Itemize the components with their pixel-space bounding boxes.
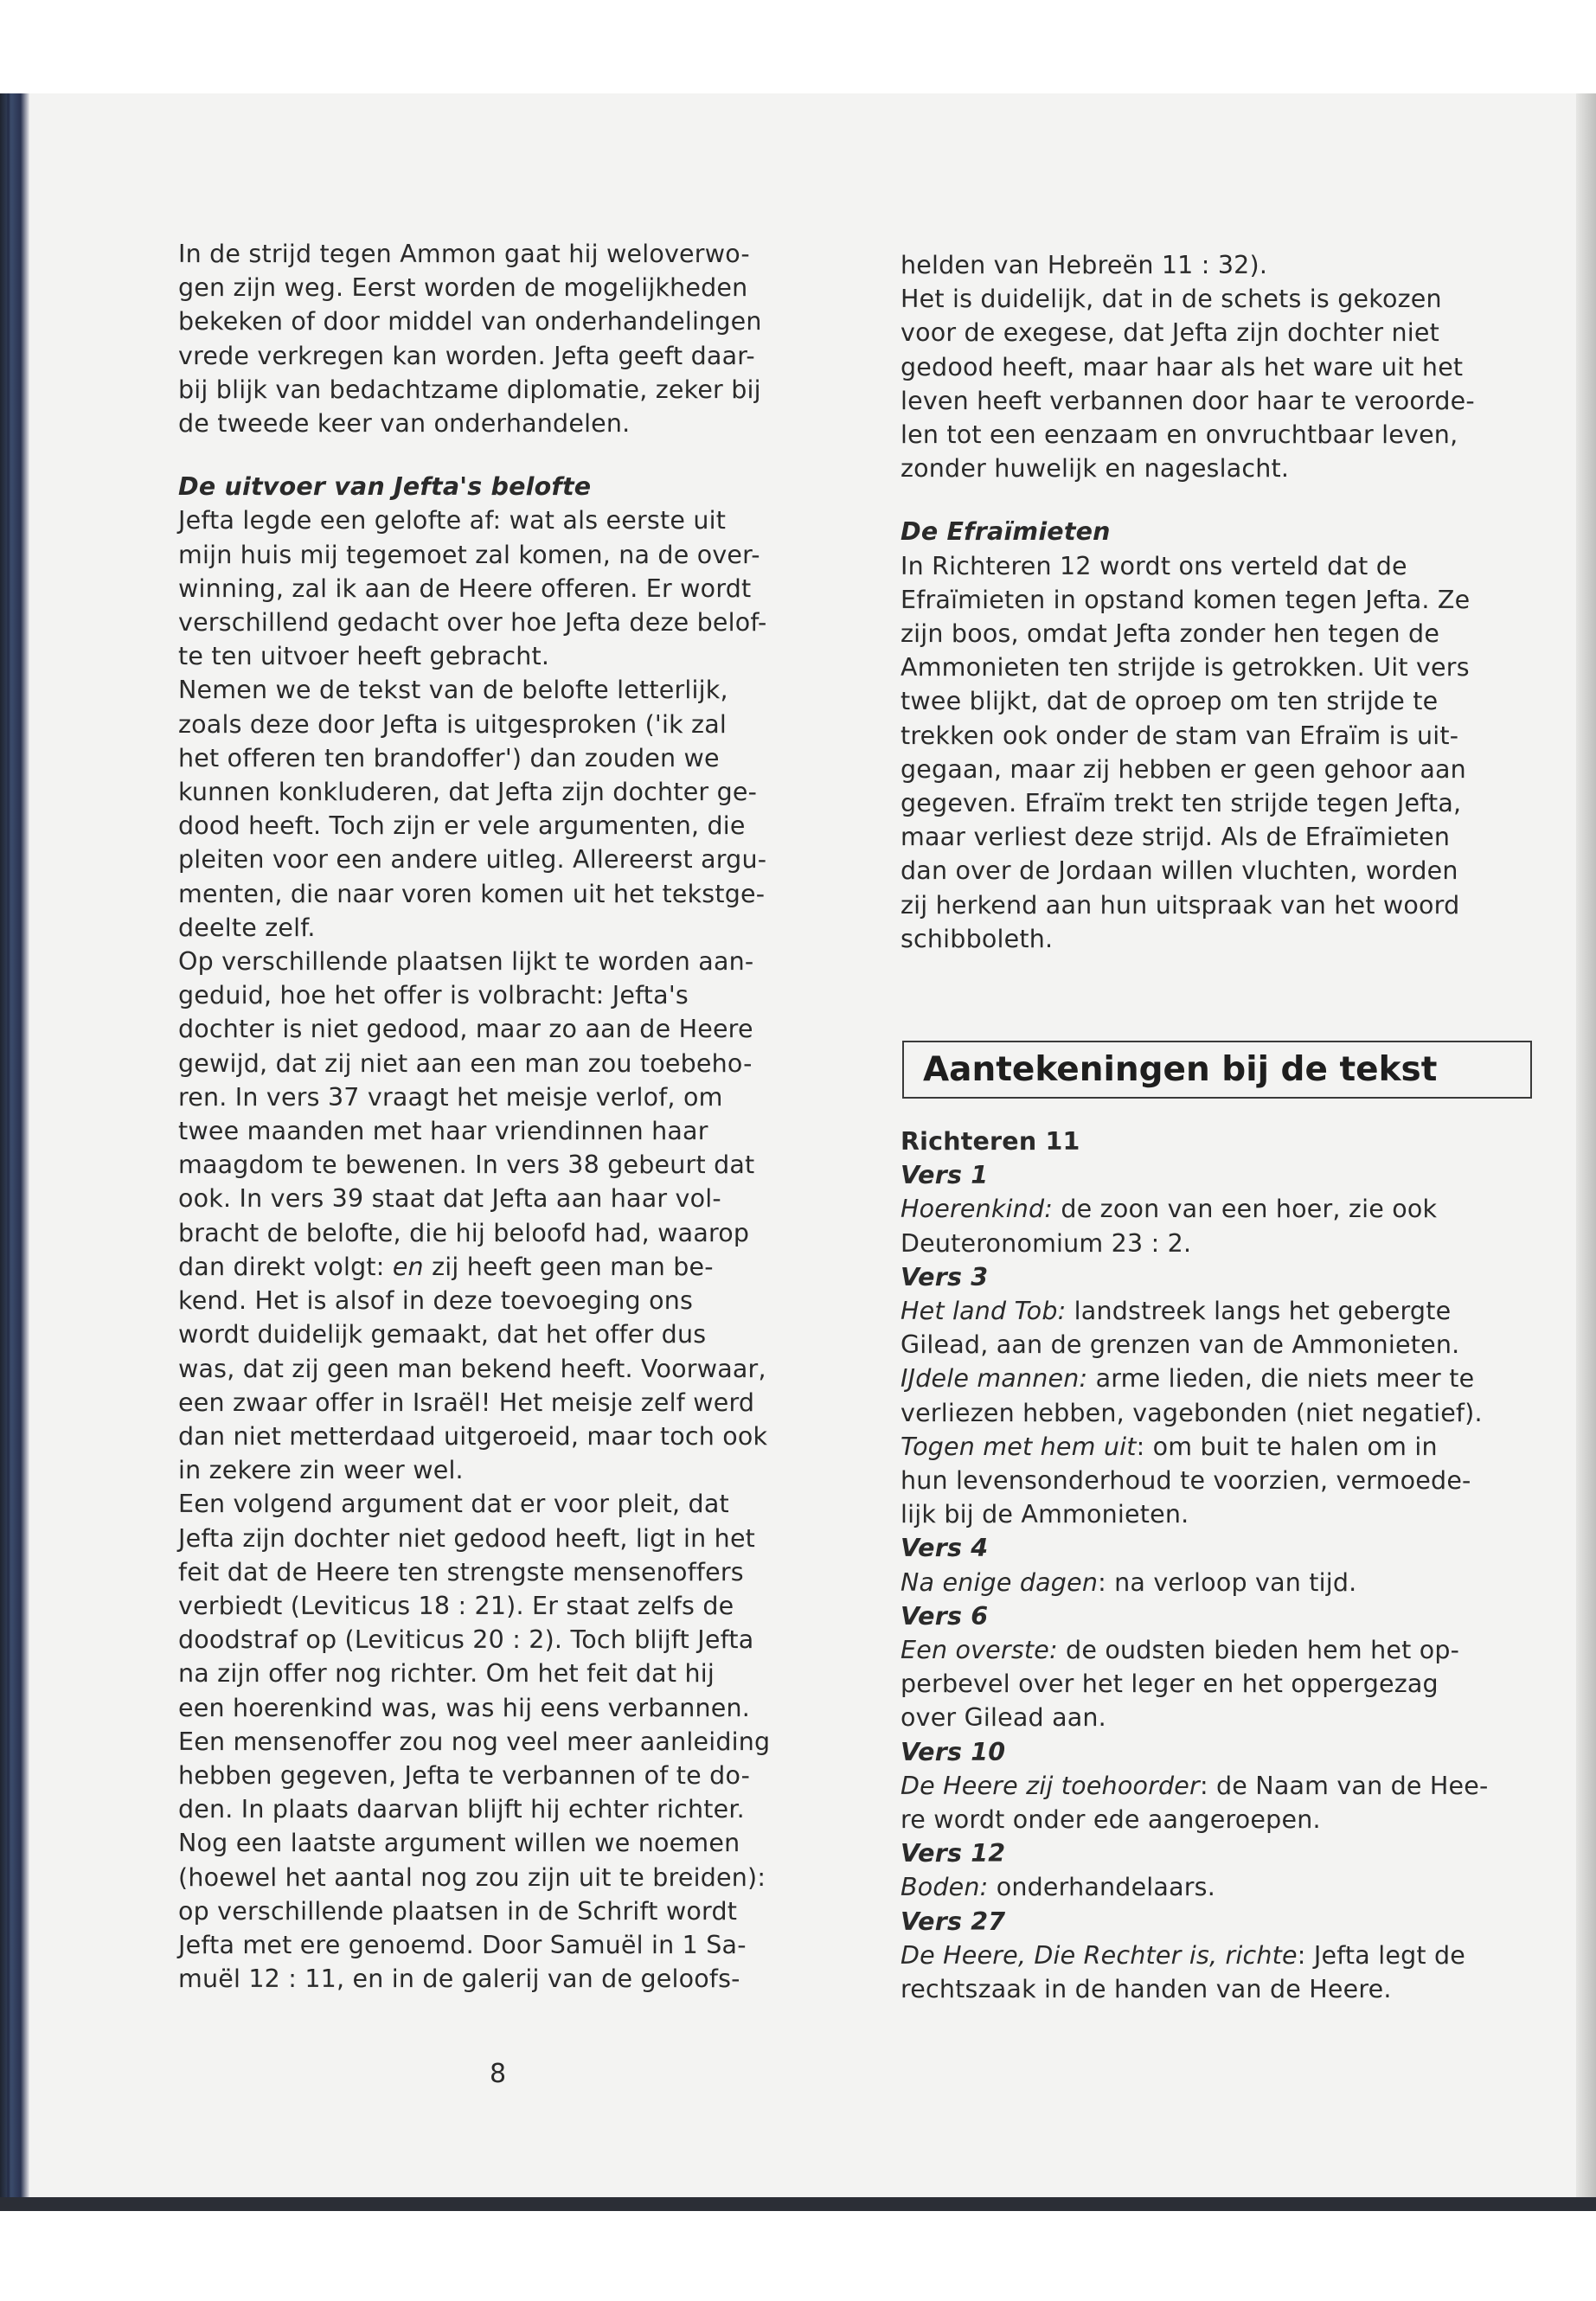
text-line: muël 12 : 11, en in de galerij van de geloofs-	[178, 1965, 740, 1994]
verse-label: Vers 4	[901, 1534, 989, 1563]
verse-label: Vers 12	[901, 1839, 1006, 1868]
text-line: Het is duidelijk, dat in de schets is gekozen	[901, 285, 1442, 314]
paragraph	[178, 237, 818, 440]
text-line: bekeken of door middel van onderhandelingen	[178, 307, 762, 336]
verse-label: Vers 3	[901, 1262, 989, 1292]
note-entry: Een overste: de oudsten bieden hem het op- perbevel over het leger en het oppergezag over Gilead aan.	[901, 1636, 1460, 1733]
text-line: Een mensenoffer zou nog veel meer aanleiding	[178, 1727, 771, 1756]
text-line: twee blijkt, dat de oproep om ten strijde te	[901, 687, 1439, 716]
text-line: Jefta zijn dochter niet gedood heeft, ligt in het	[178, 1523, 756, 1553]
text-line: Ammonieten ten strijde is getrokken. Uit vers	[901, 653, 1470, 683]
note-entry: Hoerenkind: de zoon van een hoer, zie ook Deuteronomium 23 : 2.	[901, 1195, 1438, 1258]
text-line: zonder huwelijk en nageslacht.	[901, 454, 1290, 484]
text-line: was, dat zij geen man bekend heeft. Voorwaar,	[178, 1354, 766, 1383]
note-entry: De Heere zij toehoorder: de Naam van de Hee- re wordt onder ede aangeroepen.	[901, 1771, 1489, 1835]
text-line: len tot een eenzaam en onvruchtbaar leven,	[901, 420, 1458, 450]
text-line: In de strijd tegen Ammon gaat hij weloverwo-	[178, 240, 750, 268]
verse-label: Vers 6	[901, 1601, 989, 1631]
text-line: voor de exegese, dat Jefta zijn dochter niet	[901, 318, 1439, 348]
text-line: kunnen konkluderen, dat Jefta zijn dochter ge-	[178, 778, 758, 807]
text-line: op verschillende plaatsen in de Schrift wordt	[178, 1896, 738, 1926]
book-spine	[0, 93, 29, 2211]
notes-list	[901, 1125, 1532, 2006]
text-line: na zijn offer nog richter. Om het feit dat hij	[178, 1659, 715, 1689]
text-line: kend. Het is alsof in deze toevoeging ons	[178, 1286, 694, 1316]
text-line: maagdom te bewenen. In vers 38 gebeurt dat	[178, 1150, 755, 1180]
text-line: Een volgend argument dat er voor pleit, dat	[178, 1490, 729, 1519]
note-entry: Na enige dagen: na verloop van tijd.	[901, 1567, 1357, 1597]
spine-edge	[7, 93, 10, 2211]
scan-bottom-margin	[0, 2211, 1596, 2301]
text-line: twee maanden met haar vriendinnen haar	[178, 1117, 708, 1146]
verse-label: Vers 1	[901, 1161, 989, 1190]
text-line: hebben gegeven, Jefta te verbannen of te do-	[178, 1760, 751, 1790]
text-line: menten, die naar voren komen uit het tekstge-	[178, 879, 766, 908]
section-heading-uitvoer: De uitvoer van Jefta's belofte	[178, 472, 592, 502]
notes-book: Richteren 11	[901, 1127, 1080, 1156]
text-line: geduid, hoe het offer is volbracht: Jefta's	[178, 981, 689, 1010]
text-line: zij herkend aan hun uitspraak van het woord	[901, 890, 1460, 920]
text-line: maar verliest deze strijd. Als de Efraïmieten	[901, 823, 1451, 852]
right-column	[901, 248, 1532, 956]
text-line: dan niet metterdaad uitgeroeid, maar toch ook	[178, 1421, 768, 1451]
text-line: Efraïmieten in opstand komen tegen Jefta. Ze	[901, 585, 1471, 614]
left-column	[178, 237, 818, 1996]
text-line: dochter is niet gedood, maar zo aan de Heere	[178, 1015, 753, 1044]
text-line: In Richteren 12 wordt ons verteld dat de	[901, 551, 1407, 580]
text-line: gegaan, maar zij hebben er geen gehoor aan	[901, 754, 1466, 784]
text-line: leven heeft verbannen door haar te veroorde-	[901, 386, 1475, 415]
text-line: zijn boos, omdat Jefta zonder hen tegen de	[901, 619, 1440, 649]
page-right-edge	[1576, 93, 1596, 2211]
text-line: den. In plaats daarvan blijft hij echter richter.	[178, 1795, 745, 1824]
text-line: mijn huis mij tegemoet zal komen, na de over-	[178, 540, 760, 569]
text-line: schibboleth.	[901, 924, 1054, 953]
text-line: Op verschillende plaatsen lijkt te worden aan-	[178, 947, 754, 977]
text-line: (hoewel het aantal nog zou zijn uit te breiden):	[178, 1862, 766, 1892]
text-line: zoals deze door Jefta is uitgesproken ('ik zal	[178, 709, 727, 739]
text-line: een zwaar offer in Israël! Het meisje zelf werd	[178, 1388, 755, 1417]
note-entry: De Heere, Die Rechter is, richte: Jefta legt de rechtszaak in de handen van de Heere.	[901, 1940, 1466, 2004]
text-line: ook. In vers 39 staat dat Jefta aan haar vol-	[178, 1184, 721, 1214]
text-line: dan over de Jordaan willen vluchten, worden	[901, 856, 1458, 886]
text-line: het offeren ten brandoffer') dan zouden we	[178, 743, 720, 772]
text-line: vrede verkregen kan worden. Jefta geeft daar-	[178, 341, 755, 370]
paragraph	[901, 248, 1532, 485]
text-line: bij blijk van bedachtzame diplomatie, zeker bij	[178, 375, 761, 404]
text-line: te ten uitvoer heeft gebracht.	[178, 642, 550, 671]
text-line: de tweede keer van onderhandelen.	[178, 409, 631, 439]
paragraph-line: dan direkt volgt: en zij heeft geen man be-	[178, 1252, 714, 1281]
text-line: wordt duidelijk gemaakt, dat het offer dus	[178, 1320, 707, 1349]
text-line: gedood heeft, maar haar als het ware uit het	[901, 352, 1464, 381]
scan-bottom-edge	[0, 2197, 1596, 2211]
text-line: doodstraf op (Leviticus 20 : 2). Toch blijft Jefta	[178, 1625, 754, 1655]
text-line: Jefta met ere genoemd. Door Samuël in 1 Sa-	[178, 1930, 747, 1959]
text-line: in zekere zin weer wel.	[178, 1456, 464, 1485]
text-line: winning, zal ik aan de Heere offeren. Er wordt	[178, 574, 752, 603]
text-line: verbiedt (Leviticus 18 : 21). Er staat zelfs de	[178, 1591, 734, 1620]
paragraph	[178, 1284, 818, 1996]
text-line: Jefta legde een gelofte af: wat als eerste uit	[178, 506, 727, 535]
text-line: bracht de belofte, die hij beloofd had, waarop	[178, 1218, 750, 1247]
text-line: een hoerenkind was, was hij eens verbannen.	[178, 1693, 751, 1722]
section-heading-efraimieten: De Efraïmieten	[901, 517, 1111, 547]
text-line: helden van Hebreën 11 : 32).	[901, 251, 1268, 279]
text-line: gegeven. Efraïm trekt ten strijde tegen Jefta,	[901, 789, 1462, 818]
text-line: feit dat de Heere ten strengste mensenoffers	[178, 1557, 744, 1586]
verse-label: Vers 27	[901, 1907, 1006, 1936]
notes-title-box: Aantekeningen bij de tekst	[902, 1041, 1532, 1099]
text-line: gen zijn weg. Eerst worden de mogelijkheden	[178, 273, 748, 303]
paragraph	[901, 549, 1532, 956]
text-line: gewijd, dat zij niet aan een man zou toebeho-	[178, 1048, 753, 1078]
text-line: trekken ook onder de stam van Efraïm is uit-	[901, 721, 1459, 750]
text-line: Nemen we de tekst van de belofte letterlijk,	[178, 676, 728, 705]
paragraph	[178, 503, 818, 1249]
text-line: pleiten voor een andere uitleg. Allereerst argu-	[178, 845, 767, 875]
text-line: dood heeft. Toch zijn er vele argumenten, die	[178, 811, 746, 841]
verse-label: Vers 10	[901, 1737, 1006, 1766]
page-number: 8	[490, 2059, 507, 2089]
note-entry: Het land Tob: landstreek langs het gebergte Gilead, aan de grenzen van de Ammonieten. IJdele mannen: arme lieden, die niets meer te verliezen hebben, vagebonden (niet negatief). Togen met hem uit: om buit te halen om in hun levensonderhoud te voorzien, vermoede- lijk bij de Ammonieten.	[901, 1297, 1483, 1529]
scan-top-margin	[0, 0, 1596, 93]
text-line: verschillend gedacht over hoe Jefta deze belof-	[178, 608, 767, 638]
text-line: Nog een laatste argument willen we noemen	[178, 1829, 740, 1858]
text-line: deelte zelf.	[178, 913, 316, 942]
text-line: ren. In vers 37 vraagt het meisje verlof, om	[178, 1082, 723, 1112]
note-entry: Boden: onderhandelaars.	[901, 1873, 1215, 1902]
